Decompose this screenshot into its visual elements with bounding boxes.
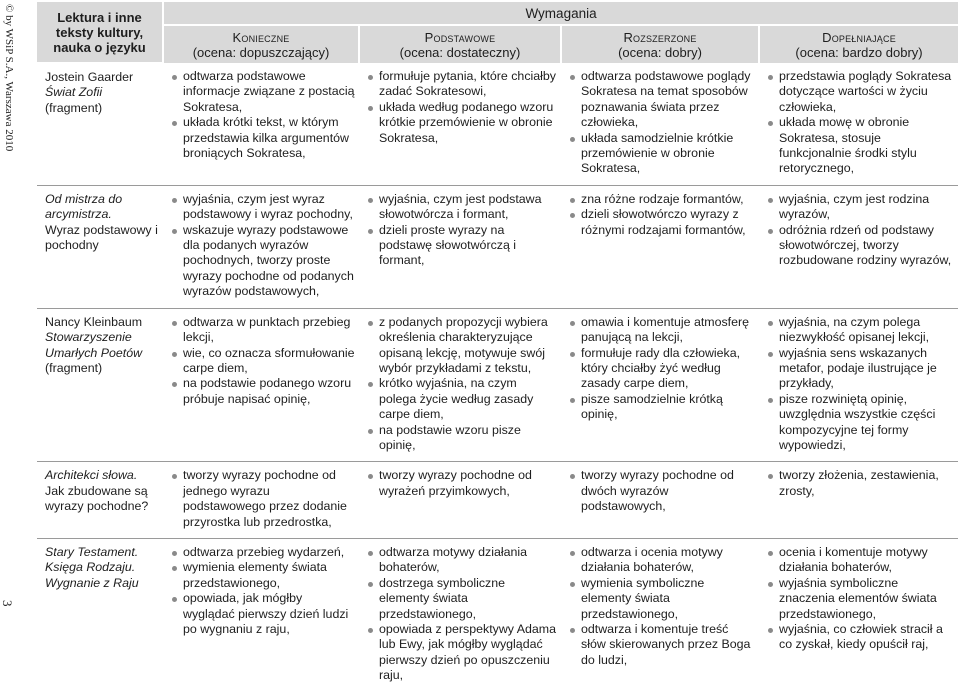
list-item: wyjaśnia, czym jest podstawa słowotwórcza i formant, [367, 192, 557, 223]
list-item: odtwarza podstawowe informacje związane z postacią Sokratesa, [171, 69, 355, 115]
list-item: na podstawie wzoru pisze opinię, [367, 423, 557, 454]
list-item: odtwarza i ocenia motywy działania bohaterów, [569, 545, 755, 576]
requirement-cell [759, 462, 958, 539]
topic-title: Od mistrza do arcymistrza. [45, 191, 123, 222]
requirement-cell [163, 462, 359, 539]
list-item: dzieli słowotwórczo wyrazy z różnymi rodzajami formantów, [569, 207, 755, 238]
level-grade: (ocena: bardzo dobry) [795, 44, 923, 60]
list-item: wyjaśnia, co człowiek stracił a co zyskał, kiedy opuścił raj, [767, 622, 954, 653]
list-item: na podstawie podanego wzoru próbuje napisać opinię, [171, 376, 355, 407]
list-item: przedstawia poglądy Sokratesa dotyczące wartości w życiu człowieka, [767, 69, 954, 115]
table-row [37, 462, 958, 539]
topic-note: (fragment) [45, 360, 103, 375]
list-item: opowiada z perspektywy Adama lub Ewy, jak mógłby wyglądać pierwszy dzień po opuszczeniu raju, [367, 622, 557, 684]
level-grade: (ocena: dostateczny) [399, 44, 521, 60]
requirement-cell [759, 538, 958, 691]
level-name: Rozszerzone [623, 29, 697, 45]
requirement-cell [163, 308, 359, 462]
requirement-cell [359, 308, 561, 462]
list-item: wymienia elementy świata przedstawionego, [171, 560, 355, 591]
requirement-cell [759, 63, 958, 185]
list-item: wyjaśnia sens wskazanych metafor, podaje ilustrujące je przykłady, [767, 346, 954, 392]
topic-subtitle: Wyraz podstawowy i pochodny [45, 222, 158, 253]
topic-subtitle: Jak zbudowane są wyrazy pochodne? [45, 483, 149, 514]
requirement-cell [359, 63, 561, 185]
topic-cell [37, 538, 163, 691]
list-item: z podanych propozycji wybiera określenia charakteryzujące opisaną lekcję, motywuje swój wybór przykładami z tekstu, [367, 315, 557, 377]
requirement-cell [759, 185, 958, 308]
list-item: wymienia symboliczne elementy świata przedstawionego, [569, 576, 755, 622]
list-item: wyjaśnia, czym jest wyraz podstawowy i wyraz pochodny, [171, 192, 355, 223]
topic-note: (fragment) [45, 100, 103, 115]
topic-book: Księga Rodzaju. [45, 560, 136, 575]
list-item: tworzy złożenia, zestawienia, zrosty, [767, 468, 954, 499]
list-item: ocenia i komentuje motywy działania bohaterów, [767, 545, 954, 576]
list-item: odróżnia rdzeń od podstawy słowotwórczej, tworzy rozbudowane rodziny wyrazów, [767, 223, 954, 269]
list-item: układa krótki tekst, w którym przedstawia kilka argumentów broniących Sokratesa, [171, 115, 355, 161]
topic-cell [37, 308, 163, 462]
requirement-cell [759, 308, 958, 462]
topic-cell [37, 462, 163, 539]
list-item: tworzy wyrazy pochodne od dwóch wyrazów podstawowych, [569, 468, 755, 514]
list-item: opowiada, jak mógłby wyglądać pierwszy dzień ludzi po wygnaniu z raju, [171, 591, 355, 637]
list-item: formułuje rady dla człowieka, który chciałby żyć według zasady carpe diem, [569, 346, 755, 392]
list-item: omawia i komentuje atmosferę panującą na lekcji, [569, 315, 755, 346]
table-row [37, 185, 958, 308]
requirements-table [37, 2, 958, 692]
topic-title: Architekci słowa. [45, 468, 138, 483]
list-item: układa według podanego wzoru krótkie przemówienie w obronie Sokratesa, [367, 100, 557, 146]
topic-author: Jostein Gaarder [45, 70, 134, 84]
list-item: odtwarza i komentuje treść słów skierowanych przez Boga do ludzi, [569, 622, 755, 668]
topic-title: Stowarzyszenie Umarłych Poetów [45, 330, 143, 360]
table-row [37, 308, 958, 462]
requirement-cell [163, 185, 359, 308]
level-header-dopelniajace [759, 25, 958, 63]
requirement-cell [359, 462, 561, 539]
level-header-konieczne [163, 25, 359, 63]
list-item: dzieli proste wyrazy na podstawę słowotwórczą i formant, [367, 223, 557, 269]
list-item: wyjaśnia, na czym polega niezwykłość opisanej lekcji, [767, 315, 954, 346]
topic-title: Stary Testament. [45, 544, 139, 559]
list-item: układa mowę w obronie Sokratesa, stosuje funkcjonalnie środki stylu retorycznego, [767, 115, 954, 177]
list-item: pisze rozwiniętą opinię, uwzględnia wszystkie części kompozycyjne tej formy wypowiedzi, [767, 392, 954, 454]
list-item: zna różne rodzaje formantów, [569, 192, 755, 207]
requirement-cell [561, 538, 759, 691]
list-item: układa samodzielnie krótkie przemówienie w obronie Sokratesa, [569, 131, 755, 177]
requirement-cell [561, 185, 759, 308]
list-item: tworzy wyrazy pochodne od wyrażeń przyimkowych, [367, 468, 557, 499]
requirements-header: Wymagania [163, 2, 958, 25]
copyright-notice: © by WSiP S.A., Warszawa 2010 [3, 4, 15, 152]
topic-cell [37, 185, 163, 308]
requirement-cell [359, 185, 561, 308]
requirement-cell [163, 538, 359, 691]
level-name: Konieczne [232, 29, 290, 45]
table-row [37, 538, 958, 691]
topic-column-header: Lektura i inne teksty kultury, nauka o języku [37, 2, 163, 63]
list-item: pisze samodzielnie krótką opinię, [569, 392, 755, 423]
list-item: krótko wyjaśnia, na czym polega życie według zasady carpe diem, [367, 376, 557, 422]
list-item: wyjaśnia symboliczne znaczenia elementów świata przedstawionego, [767, 576, 954, 622]
list-item: odtwarza motywy działania bohaterów, [367, 545, 557, 576]
requirement-cell [561, 63, 759, 185]
table-row [37, 63, 958, 185]
topic-cell [37, 63, 163, 185]
list-item: odtwarza w punktach przebieg lekcji, [171, 315, 355, 346]
page-number: 3 [0, 600, 15, 607]
list-item: odtwarza podstawowe poglądy Sokratesa na temat sposobów poznawania świata przez człowieka, [569, 69, 755, 131]
requirement-cell [163, 63, 359, 185]
topic-title: Świat Zofii [45, 85, 103, 100]
requirement-cell [359, 538, 561, 691]
requirement-cell [561, 308, 759, 462]
requirement-cell [561, 462, 759, 539]
list-item: dostrzega symboliczne elementy świata przedstawionego, [367, 576, 557, 622]
level-name: Podstawowe [424, 29, 496, 45]
list-item: odtwarza przebieg wydarzeń, [171, 545, 355, 560]
list-item: formułuje pytania, które chciałby zadać Sokratesowi, [367, 69, 557, 100]
level-header-rozszerzone [561, 25, 759, 63]
level-grade: (ocena: dobry) [618, 44, 702, 60]
level-grade: (ocena: dopuszczający) [192, 44, 330, 60]
list-item: wie, co oznacza sformułowanie carpe diem, [171, 346, 355, 377]
topic-chapter: Wygnanie z Raju [45, 575, 139, 590]
level-header-podstawowe [359, 25, 561, 63]
list-item: tworzy wyrazy pochodne od jednego wyrazu podstawowego przez dodanie przyrostka lub przedrostka, [171, 468, 355, 530]
level-name: Dopełniające [822, 29, 896, 45]
list-item: wskazuje wyrazy podstawowe dla podanych wyrazów pochodnych, tworzy proste wyrazy pochodne od podanych wyrazów podstawowych, [171, 223, 355, 300]
list-item: wyjaśnia, czym jest rodzina wyrazów, [767, 192, 954, 223]
topic-author: Nancy Kleinbaum [45, 314, 143, 329]
